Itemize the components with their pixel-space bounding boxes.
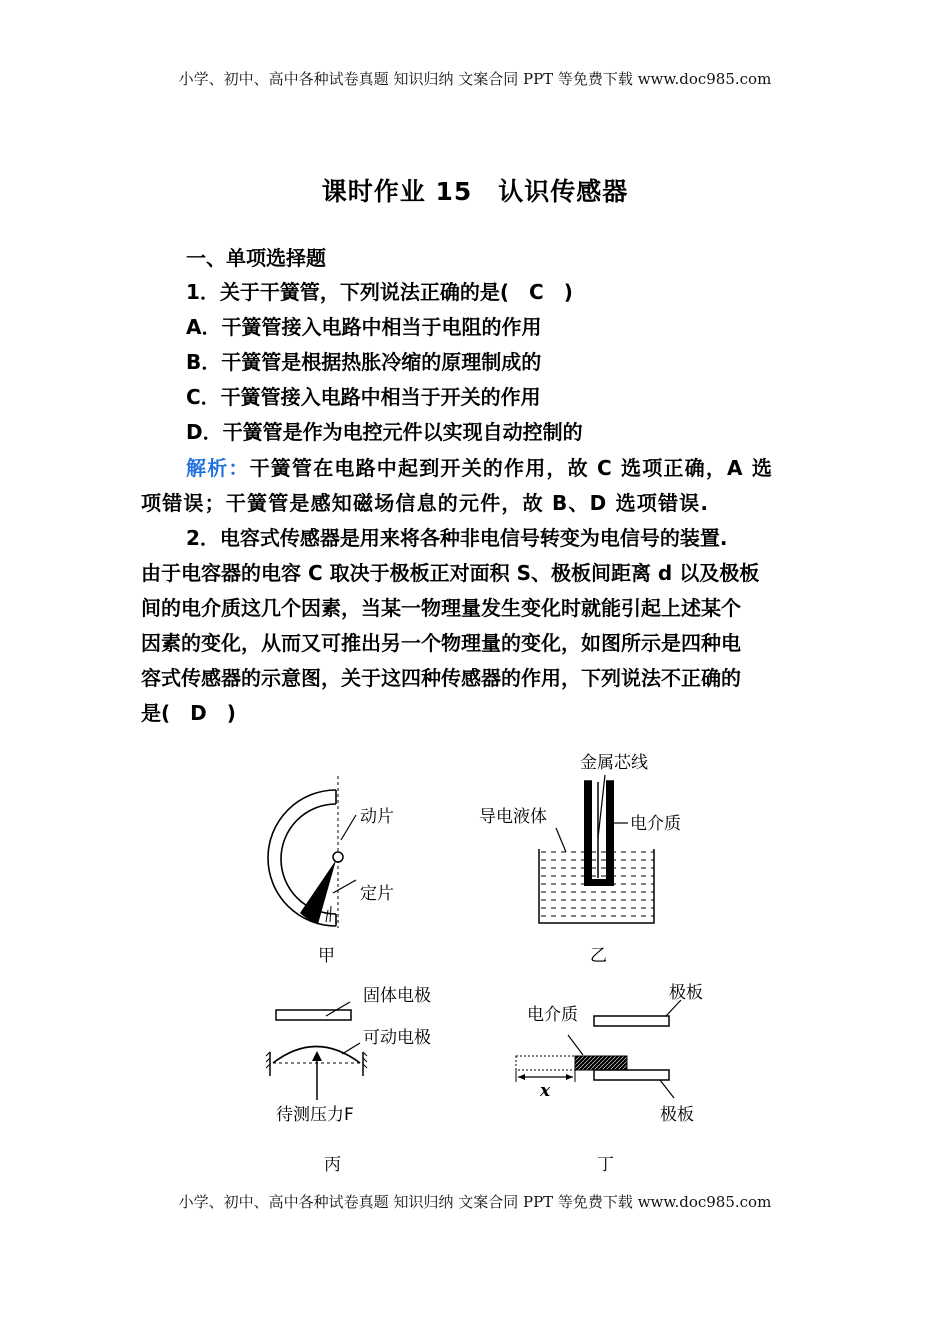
jia-label-moving: 动片 bbox=[360, 807, 394, 827]
q2-line5: 容式传感器的示意图，关于这四种传感器的作用，下列说法不正确的 bbox=[141, 666, 741, 690]
q2-line1: 2．电容式传感器是用来将各种非电信号转变为电信号的装置. bbox=[186, 526, 728, 550]
analysis-label: 解析： bbox=[186, 456, 250, 480]
ding-label-x: x bbox=[540, 1081, 551, 1101]
solid-electrode bbox=[276, 1010, 351, 1020]
diagram-yi bbox=[479, 753, 681, 966]
bing-label-force: 待测压力F bbox=[276, 1105, 354, 1125]
diagram-jia bbox=[268, 776, 394, 966]
q1-stem: 1．关于干簧管，下列说法正确的是( C ) bbox=[186, 280, 573, 304]
page-title: 课时作业 15 认识传感器 bbox=[321, 177, 629, 206]
section-heading: 一、单项选择题 bbox=[186, 246, 326, 270]
fixed-plate-inner-arc bbox=[281, 804, 336, 914]
analysis-text: 干簧管在电路中起到开关的作用，故 C 选项正确，A 选 bbox=[249, 456, 774, 480]
q2-line3: 间的电介质这几个因素，当某一物理量发生变化时就能引起上述某个 bbox=[141, 596, 741, 620]
page-footer: 小学、初中、高中各种试卷真题 知识归纳 文案合同 PPT 等免费下载 www.doc985.com bbox=[178, 1193, 772, 1211]
lower-plate bbox=[594, 1070, 669, 1080]
ding-label-lower: 极板 bbox=[660, 1105, 694, 1125]
ding-label-dielectric: 电介质 bbox=[527, 1005, 578, 1025]
ding-caption: 丁 bbox=[597, 1155, 614, 1175]
fixed-plate-outer-arc bbox=[268, 790, 336, 926]
q1-analysis-line1 bbox=[186, 451, 856, 485]
yi-label-dielectric: 电介质 bbox=[630, 814, 681, 834]
yi-label-liquid: 导电液体 bbox=[479, 807, 547, 827]
dielectric-slab bbox=[575, 1056, 627, 1070]
jia-label-fixed: 定片 bbox=[360, 884, 394, 904]
q1-option-d: D．干簧管是作为电控元件以实现自动控制的 bbox=[186, 420, 583, 444]
bing-caption: 丙 bbox=[324, 1155, 341, 1175]
bing-label-solid: 固体电极 bbox=[363, 986, 431, 1006]
q2-line4: 因素的变化，从而又可推出另一个物理量的变化，如图所示是四种电 bbox=[141, 631, 741, 655]
yi-caption: 乙 bbox=[590, 946, 607, 966]
diagram-bing bbox=[266, 986, 431, 1175]
q1-option-b: B．干簧管是根据热胀冷缩的原理制成的 bbox=[186, 350, 542, 374]
capacitive-sensor-figure bbox=[0, 730, 950, 1180]
q1-option-a: A．干簧管接入电路中相当于电阻的作用 bbox=[186, 315, 542, 339]
yi-label-core: 金属芯线 bbox=[580, 753, 648, 773]
q2-line2: 由于电容器的电容 C 取决于极板正对面积 S、极板间距离 d 以及极板 bbox=[141, 561, 760, 585]
upper-plate bbox=[594, 1016, 669, 1026]
pivot bbox=[333, 852, 343, 862]
q1-analysis-line2: 项错误；干簧管是感知磁场信息的元件，故 B、D 选项错误. bbox=[141, 491, 710, 515]
jia-caption: 甲 bbox=[318, 946, 335, 966]
ding-label-upper: 极板 bbox=[669, 983, 703, 1003]
q2-line6: 是( D ) bbox=[141, 701, 236, 725]
dielectric-outline bbox=[516, 1056, 575, 1070]
page-header: 小学、初中、高中各种试卷真题 知识归纳 文案合同 PPT 等免费下载 www.doc985.com bbox=[178, 70, 772, 88]
q1-option-c: C．干簧管接入电路中相当于开关的作用 bbox=[186, 385, 541, 409]
bing-label-movable: 可动电极 bbox=[363, 1028, 431, 1048]
diagram-ding bbox=[516, 983, 703, 1175]
